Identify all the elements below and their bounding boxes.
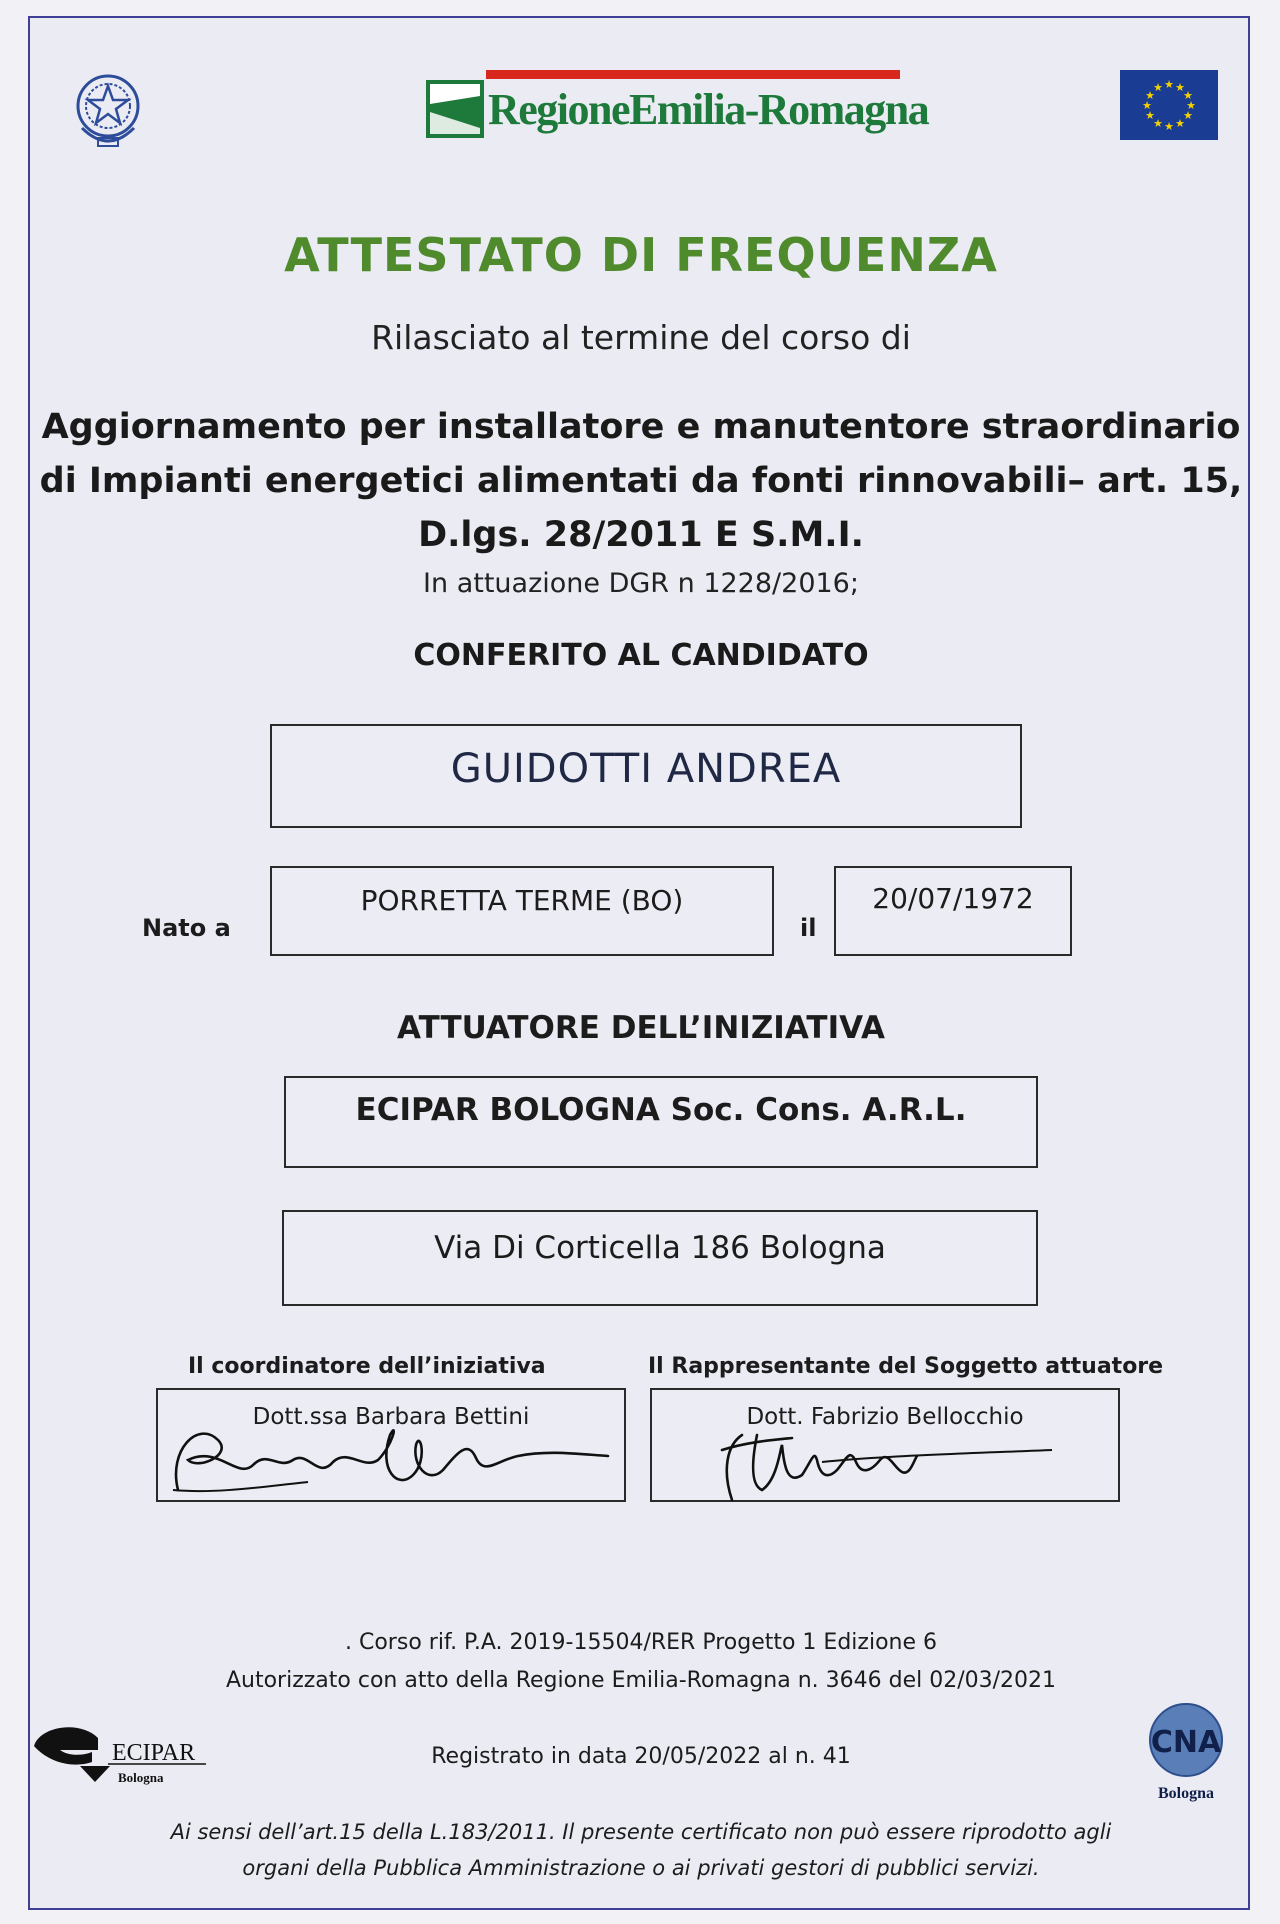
candidate-name-box: GUIDOTTI ANDREA	[270, 724, 1022, 828]
attuatore-label: ATTUATORE DELL’INIZIATIVA	[397, 1010, 885, 1046]
certificate-title: ATTESTATO DI FREQUENZA	[284, 228, 998, 282]
regione-emblem-icon	[426, 80, 484, 138]
svg-text:★: ★	[1183, 89, 1193, 102]
course-title	[30, 400, 1252, 562]
cna-logo-subtext: Bologna	[1157, 1785, 1215, 1802]
cna-logo-text: CNA	[1150, 1725, 1222, 1760]
legal-note	[150, 1814, 1132, 1886]
svg-text:★: ★	[1186, 99, 1196, 112]
coordinator-label: Il coordinatore dell’iniziativa	[188, 1354, 546, 1379]
regione-red-bar	[486, 70, 900, 79]
ecipar-logo-text: ECIPAR	[112, 1740, 196, 1766]
svg-text:★: ★	[1164, 120, 1174, 133]
course-title-line-3: D.lgs. 28/2011 E S.M.I.	[418, 515, 864, 555]
course-title-line-2: di Impianti energetici alimentati da fonti rinnovabili– art. 15,	[39, 461, 1243, 501]
svg-text:★: ★	[1175, 81, 1185, 94]
representative-name: Dott. Fabrizio Bellocchio	[746, 1404, 1024, 1430]
birthplace-box: PORRETTA TERME (BO)	[270, 866, 774, 956]
coordinator-signature	[158, 1390, 628, 1504]
conferito-label: CONFERITO AL CANDIDATO	[413, 638, 869, 673]
svg-text:★: ★	[1142, 99, 1152, 112]
course-title-line-1: Aggiornamento per installatore e manutentore straordinario	[41, 407, 1241, 447]
dgr-reference: In attuazione DGR n 1228/2016;	[423, 568, 859, 599]
svg-text:★: ★	[1164, 78, 1174, 91]
svg-text:★: ★	[1153, 81, 1163, 94]
regione-emilia-romagna-logo	[426, 70, 929, 150]
representative-signature-box	[650, 1388, 1120, 1502]
representative-signature	[652, 1390, 1122, 1504]
representative-label: Il Rappresentante del Soggetto attuatore	[648, 1354, 1164, 1379]
legal-note-line-2: organi della Pubblica Amministrazione o ai privati gestori di pubblici servizi.	[242, 1856, 1040, 1880]
certificate-subtitle: Rilasciato al termine del corso di	[371, 318, 911, 357]
svg-text:★: ★	[1145, 109, 1155, 122]
coordinator-name: Dott.ssa Barbara Bettini	[252, 1404, 530, 1430]
course-reference: . Corso rif. P.A. 2019-15504/RER Progetto 1 Edizione 6	[345, 1630, 937, 1655]
registration-text: Registrato in data 20/05/2022 al n. 41	[431, 1744, 851, 1769]
attuatore-name-box: ECIPAR BOLOGNA Soc. Cons. A.R.L.	[284, 1076, 1038, 1168]
birthdate-box: 20/07/1972	[834, 866, 1072, 956]
svg-text:★: ★	[1183, 109, 1193, 122]
ecipar-logo	[30, 1716, 220, 1792]
date-label: il	[800, 914, 817, 942]
eu-flag-icon	[1120, 70, 1218, 140]
svg-text:★: ★	[1175, 117, 1185, 130]
svg-text:★: ★	[1145, 89, 1155, 102]
certificate-sheet	[28, 16, 1250, 1910]
authorization-text: Autorizzato con atto della Regione Emilia-Romagna n. 3646 del 02/03/2021	[225, 1668, 1057, 1693]
legal-note-line-1: Ai sensi dell’art.15 della L.183/2011. Il presente certificato non può essere riprodotto agli	[170, 1820, 1112, 1844]
svg-text:★: ★	[1153, 117, 1163, 130]
attuatore-address-box: Via Di Corticella 186 Bologna	[282, 1210, 1038, 1306]
regione-name-text: RegioneEmilia-Romagna	[488, 85, 929, 134]
coordinator-signature-box	[156, 1388, 626, 1502]
born-label: Nato a	[142, 914, 231, 942]
italian-republic-emblem-icon	[72, 66, 144, 152]
cna-bologna-logo	[1138, 1698, 1238, 1808]
ecipar-logo-subtext: Bologna	[118, 1770, 164, 1785]
